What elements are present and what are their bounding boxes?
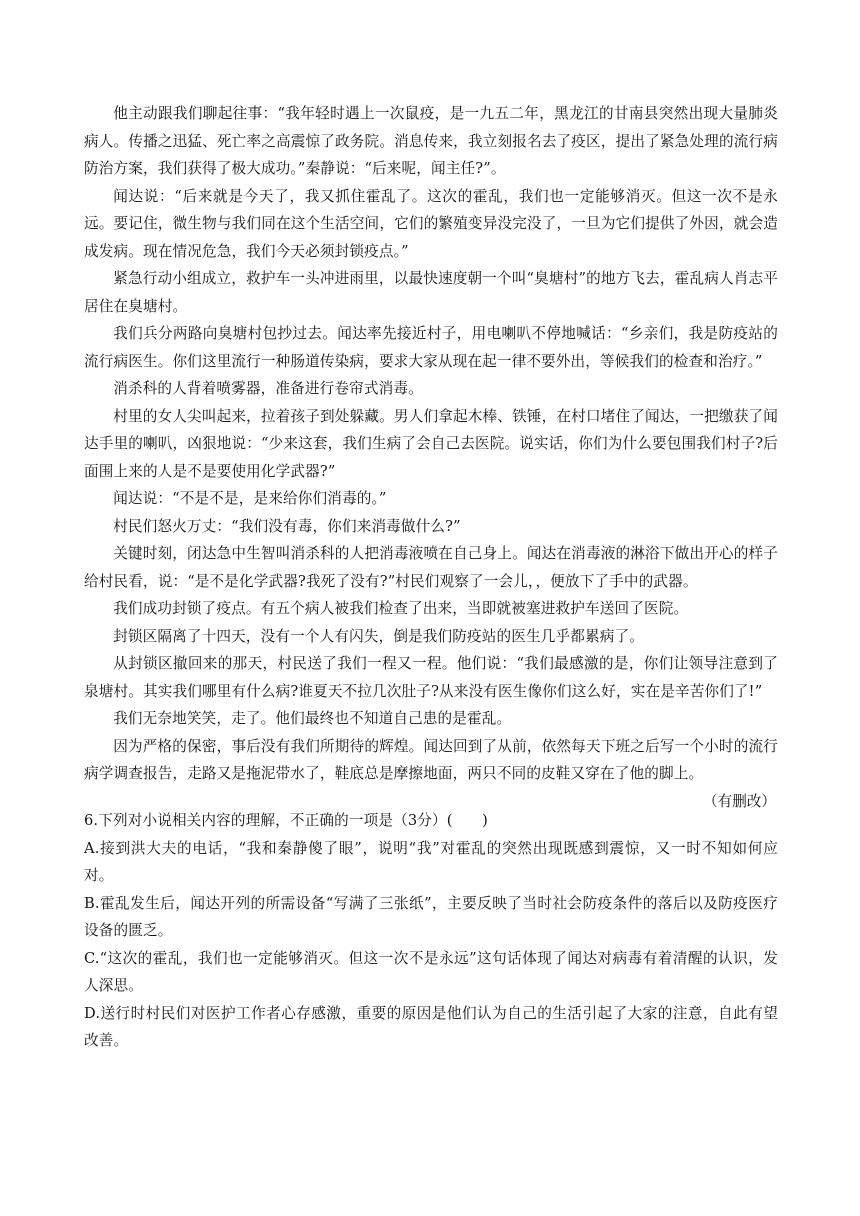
passage-paragraph: 关键时刻，闭达急中生智叫消杀科的人把消毒液喷在自己身上。闻达在消毒液的淋浴下做出开心的样子给村民看，说：“是不是化学武器?我死了没有?”村民们观察了一会儿，，便放下了手中的武器。 [84,545,778,590]
passage-paragraph: 因为严格的保密，事后没有我们所期待的辉煌。闻达回到了从前，依然每天下班之后写一个小时的流行病学调查报告，走路又是拖泥带水了，鞋底总是摩擦地面，两只不同的皮鞋又穿在了他的脚上。 [84,737,778,782]
passage-paragraph: 紧急行动小组成立，救护车一头冲进雨里，以最快速度朝一个叫“臭塘村”的地方飞去，霍乱病人肖志平居住在臭塘村。 [84,270,778,315]
passage-paragraph: 从封锁区撤回来的那天，村民送了我们一程又一程。他们说：“我们最感激的是，你们让领导注意到了泉塘村。其实我们哪里有什么病?谁夏天不拉几次肚子?从来没有医生像你们这么好，实在是辛苦你们了!” [84,655,778,700]
story-passage [84,100,778,815]
passage-paragraph: 闻达说：“不是不是，是来给你们消毒的。” [113,490,387,507]
option-b: B.霍乱发生后，闻达开列的所需设备“写满了三张纸”，主要反映了当时社会防疫条件的落后以及防疫医疗设备的匮乏。 [84,894,778,939]
option-c: C.“这次的霍乱，我们也一定能够消灭。但这一次不是永远”这句话体现了闻达对病毒有着清醒的认识，发人深思。 [84,949,778,994]
option-a: A.接到洪大夫的电话，“我和秦静傻了眼”，说明“我”对霍乱的突然出现既感到震惊，又一时不知如何应对。 [84,839,778,884]
passage-paragraph: 我们无奈地笑笑，走了。他们最终也不知道自己患的是霍乱。 [113,710,512,727]
passage-paragraph: 闻达说：“后来就是今天了，我又抓住霍乱了。这次的霍乱，我们也一定能够消灭。但这一次不是永远。要记住，微生物与我们同在这个生活空间，它们的繁殖变异没完没了，一旦为它们提供了外因，就会造成发病。现在情况危急，我们今天必须封锁疫点。” [84,187,778,260]
passage-paragraph: 村民们怒火万丈：“我们没有毒，你们来消毒做什么?” [113,517,461,535]
source-note: （有删改） [703,792,776,810]
question-stem: 6.下列对小说相关内容的理解，不正确的一项是（3分）( ) [84,812,488,829]
option-d: D.送行时村民们对医护工作者心存感激，重要的原因是他们认为自己的生活引起了大家的注意，自此有望改善。 [84,1004,778,1049]
question-6 [84,807,778,1055]
passage-paragraph: 消杀科的人背着喷雾器，准备进行卷帘式消毒。 [113,380,423,397]
passage-paragraph: 我们成功封锁了疫点。有五个病人被我们检查了出来，当即就被塞进救护车送回了医院。 [113,600,689,617]
passage-paragraph: 他主动跟我们聊起往事：“我年轻时遇上一次鼠疫，是一九五二年，黑龙江的甘南县突然出现大量肺炎病人。传播之迅猛、死亡率之高震惊了政务院。消息传来，我立刻报名去了疫区，提出了紧急处理的流行病防治方案，我们获得了极大成功。”秦静说：“后来呢，闻主任?”。 [84,105,778,177]
passage-paragraph: 封锁区隔离了十四天，没有一个人有闪失，倒是我们防疫站的医生几乎都累病了。 [113,627,644,645]
passage-paragraph: 我们兵分两路向臭塘村包抄过去。闻达率先接近村子，用电喇叭不停地喊话：“乡亲们，我是防疫站的流行病医生。你们这里流行一种肠道传染病，要求大家从现在起一律不要外出，等候我们的检查和治疗。” [84,325,778,370]
passage-paragraph: 村里的女人尖叫起来，拉着孩子到处躲藏。男人们拿起木棒、铁锤，在村口堵住了闻达，一把缴获了闻达手里的喇叭，凶狠地说：“少来这套，我们生病了会自己去医院。说实话，你们为什么要包围我们村子?后面围上来的人是不是要使用化学武器?” [84,407,778,480]
